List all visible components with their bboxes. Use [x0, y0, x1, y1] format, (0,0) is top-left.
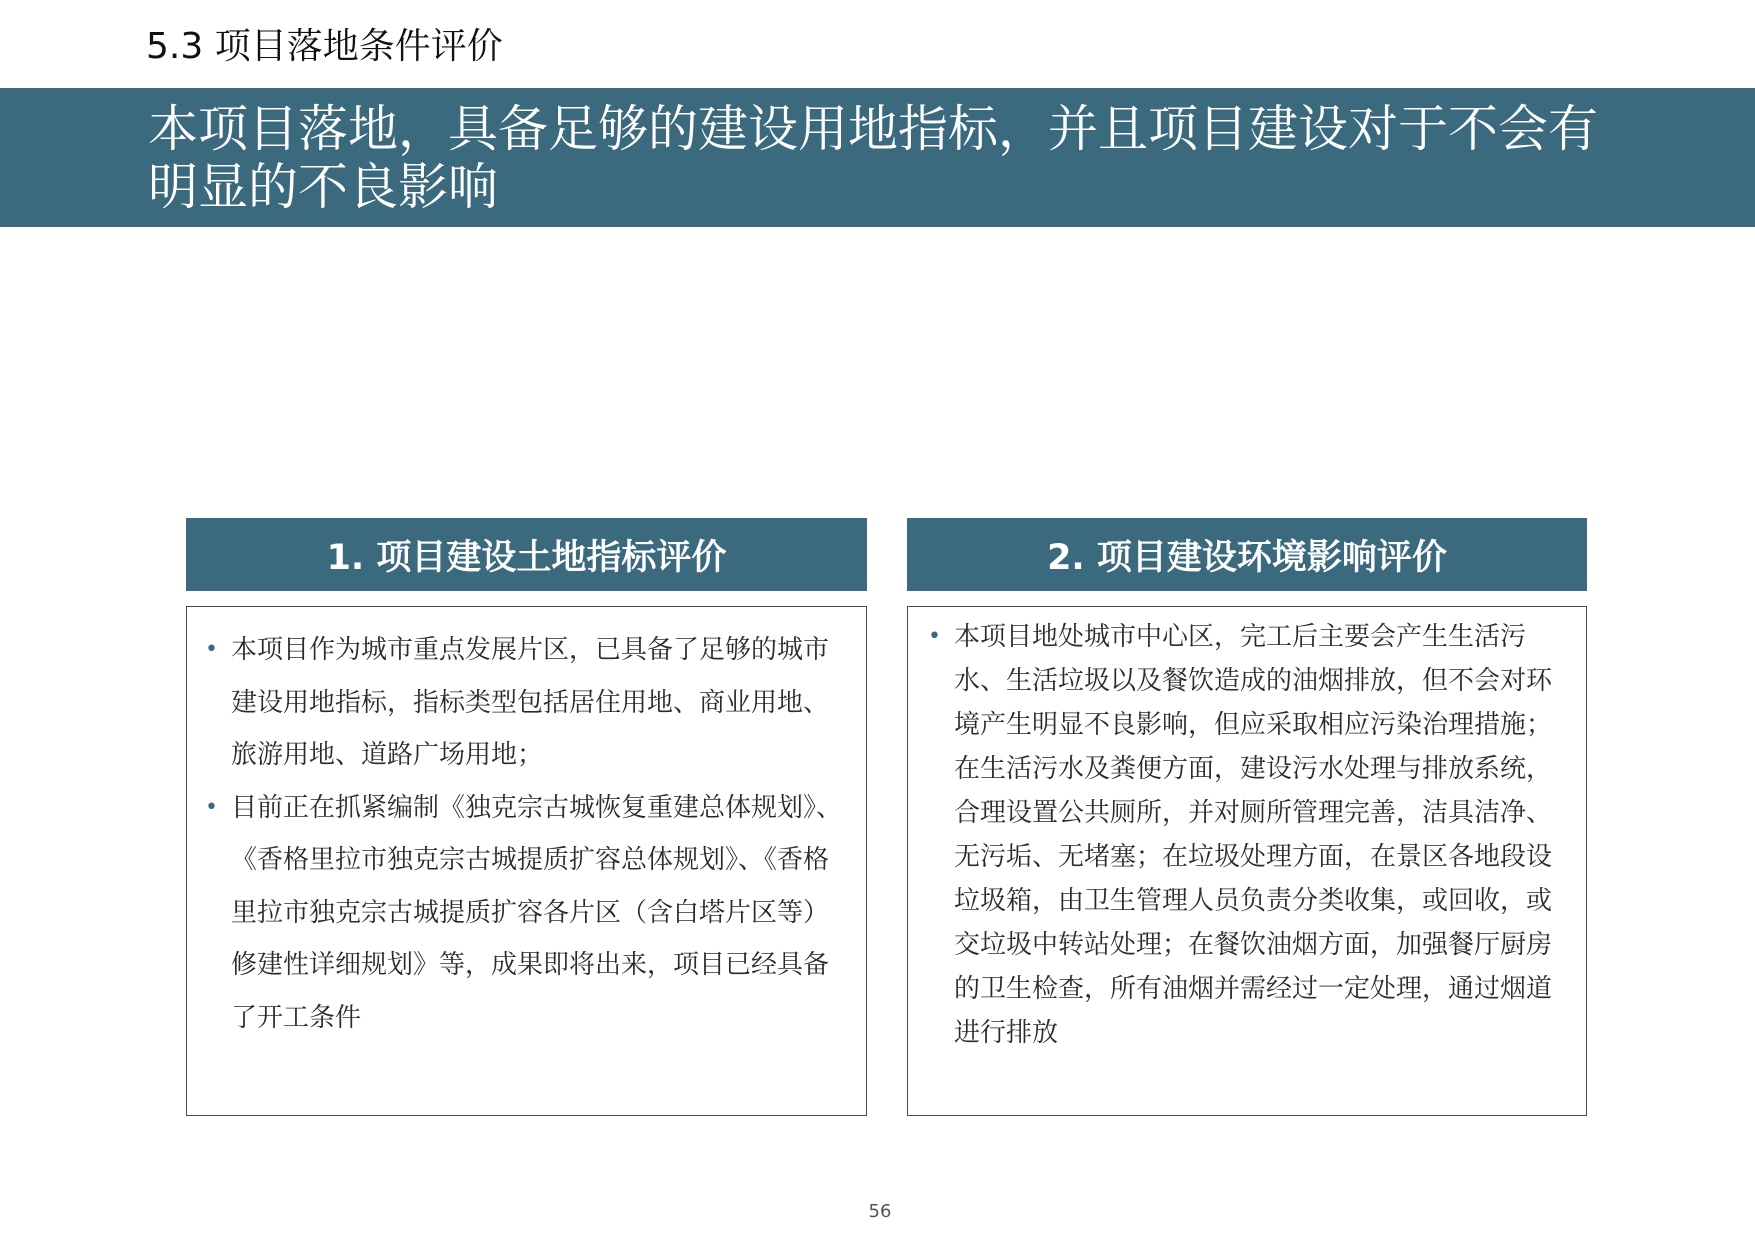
- headline-text: 本项目落地，具备足够的建设用地指标，并且项目建设对于不会有明显的不良影响: [148, 100, 1598, 216]
- environment-impact-panel-title: 2. 项目建设环境影响评价: [907, 518, 1587, 591]
- section-title: 5.3 项目落地条件评价: [146, 26, 503, 67]
- bullet-icon: •: [928, 624, 941, 649]
- environment-impact-panel-body: [907, 606, 1587, 1116]
- land-index-bullet-list: [205, 624, 848, 1044]
- land-index-panel-title: 1. 项目建设土地指标评价: [186, 518, 867, 591]
- bullet-text: 目前正在抓紧编制《独克宗古城恢复重建总体规划》、《香格里拉市独克宗古城提质扩容总体规划》、《香格里拉市独克宗古城提质扩容各片区（含白塔片区等）修建性详细规划》等，成果即将出来，项目已经具备了开工条件: [231, 792, 843, 1033]
- bullet-text: 本项目作为城市重点发展片区，已具备了足够的城市建设用地指标，指标类型包括居住用地、商业用地、旅游用地、道路广场用地；: [231, 635, 830, 770]
- list-item: [205, 624, 848, 782]
- page-number: 56: [868, 1201, 892, 1222]
- bullet-icon: •: [205, 794, 218, 820]
- list-item: [205, 782, 848, 1045]
- land-index-panel-body: [186, 606, 867, 1116]
- environment-impact-bullet-list: [928, 615, 1568, 1055]
- bullet-text: 本项目地处城市中心区，完工后主要会产生生活污水、生活垃圾以及餐饮造成的油烟排放，但不会对环境产生明显不良影响，但应采取相应污染治理措施；在生活污水及粪便方面，建设污水处理与排放系统，合理设置公共厕所，并对厕所管理完善，洁具洁净、无污垢、无堵塞；在垃圾处理方面，在景区各地段设垃圾箱，由卫生管理人员负责分类收集，或回收，或交垃圾中转站处理；在餐饮油烟方面，加强餐厅厨房的卫生检查，所有油烟并需经过一定处理，通过烟道进行排放: [954, 622, 1553, 1048]
- bullet-icon: •: [205, 637, 218, 662]
- list-item: [928, 615, 1568, 1055]
